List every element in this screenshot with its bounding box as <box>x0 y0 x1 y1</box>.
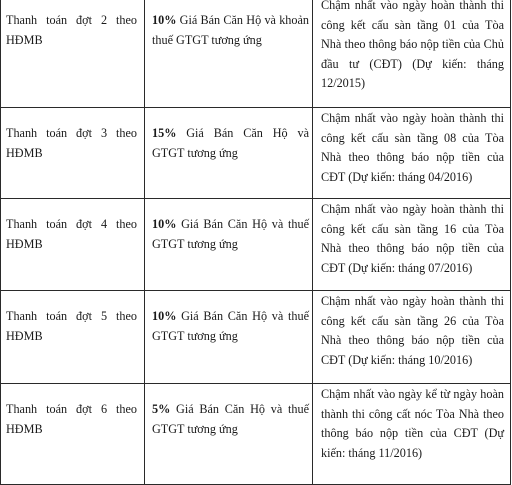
payment-deadline-cell: Chậm nhất vào ngày hoàn thành thi công kết cấu sàn tầng 26 của Tòa Nhà theo thông báo nộp tiền của CĐT (Dự kiến: tháng 10/2016) <box>313 291 511 384</box>
payment-amount-cell <box>145 0 313 108</box>
payment-amount-text: Giá Bán Căn Hộ và GTGT tương ứng <box>152 126 309 160</box>
payment-stage-cell <box>1 199 145 291</box>
table-row <box>1 108 511 199</box>
table-row <box>1 384 511 485</box>
payment-stage-text: Thanh toán đợt 6 theo HĐMB <box>6 402 137 436</box>
payment-percent: 10% <box>152 217 177 231</box>
payment-stage-text: Thanh toán đợt 3 theo HĐMB <box>6 126 137 160</box>
payment-percent: 5% <box>152 402 171 416</box>
payment-stage-cell <box>1 384 145 485</box>
payment-percent: 10% <box>152 309 177 323</box>
payment-stage-cell <box>1 108 145 199</box>
payment-amount-cell <box>145 384 313 485</box>
payment-amount-text: Giá Bán Căn Hộ và thuế GTGT tương ứng <box>152 309 309 343</box>
payment-amount-text: Giá Bán Căn Hộ và thuế GTGT tương ứng <box>152 217 309 251</box>
payment-stage-cell <box>1 291 145 384</box>
payment-percent: 10% <box>152 13 177 27</box>
payment-percent: 15% <box>152 126 177 140</box>
payment-deadline-cell: Chậm nhất vào ngày hoàn thành thi công kết cấu sàn tầng 16 của Tòa Nhà theo thông báo nộp tiền của CĐT (Dự kiến: tháng 07/2016) <box>313 199 511 291</box>
payment-amount-text: Giá Bán Căn Hộ và khoản thuế GTGT tương ứng <box>152 13 309 47</box>
table-row <box>1 0 511 108</box>
payment-amount-cell <box>145 199 313 291</box>
payment-stage-text: Thanh toán đợt 5 theo HĐMB <box>6 309 137 343</box>
payment-deadline-cell: Chậm nhất vào ngày kể từ ngày hoàn thành thi công cất nóc Tòa Nhà theo thông báo nộp tiền của CĐT (Dự kiến: tháng 11/2016) <box>313 384 511 485</box>
payment-stage-text: Thanh toán đợt 4 theo HĐMB <box>6 217 137 251</box>
table-row <box>1 199 511 291</box>
table-row <box>1 291 511 384</box>
payment-amount-cell <box>145 108 313 199</box>
payment-deadline-cell: Chậm nhất vào ngày hoàn thành thi công kết cấu sàn tầng 08 của Tòa Nhà theo thông báo nộp tiền của CĐT (Dự kiến: tháng 04/2016) <box>313 108 511 199</box>
payment-stage-cell <box>1 0 145 108</box>
payment-stage-text: Thanh toán đợt 2 theo HĐMB <box>6 13 137 47</box>
payment-deadline-cell: Chậm nhất vào ngày hoàn thành thi công kết cấu sàn tầng 01 của Tòa Nhà theo thông báo nộp tiền của Chủ đầu tư (CĐT) (Dự kiến: tháng 12/2015) <box>313 0 511 108</box>
payment-amount-cell <box>145 291 313 384</box>
payment-amount-text: Giá Bán Căn Hộ và thuế GTGT tương ứng <box>152 402 309 436</box>
